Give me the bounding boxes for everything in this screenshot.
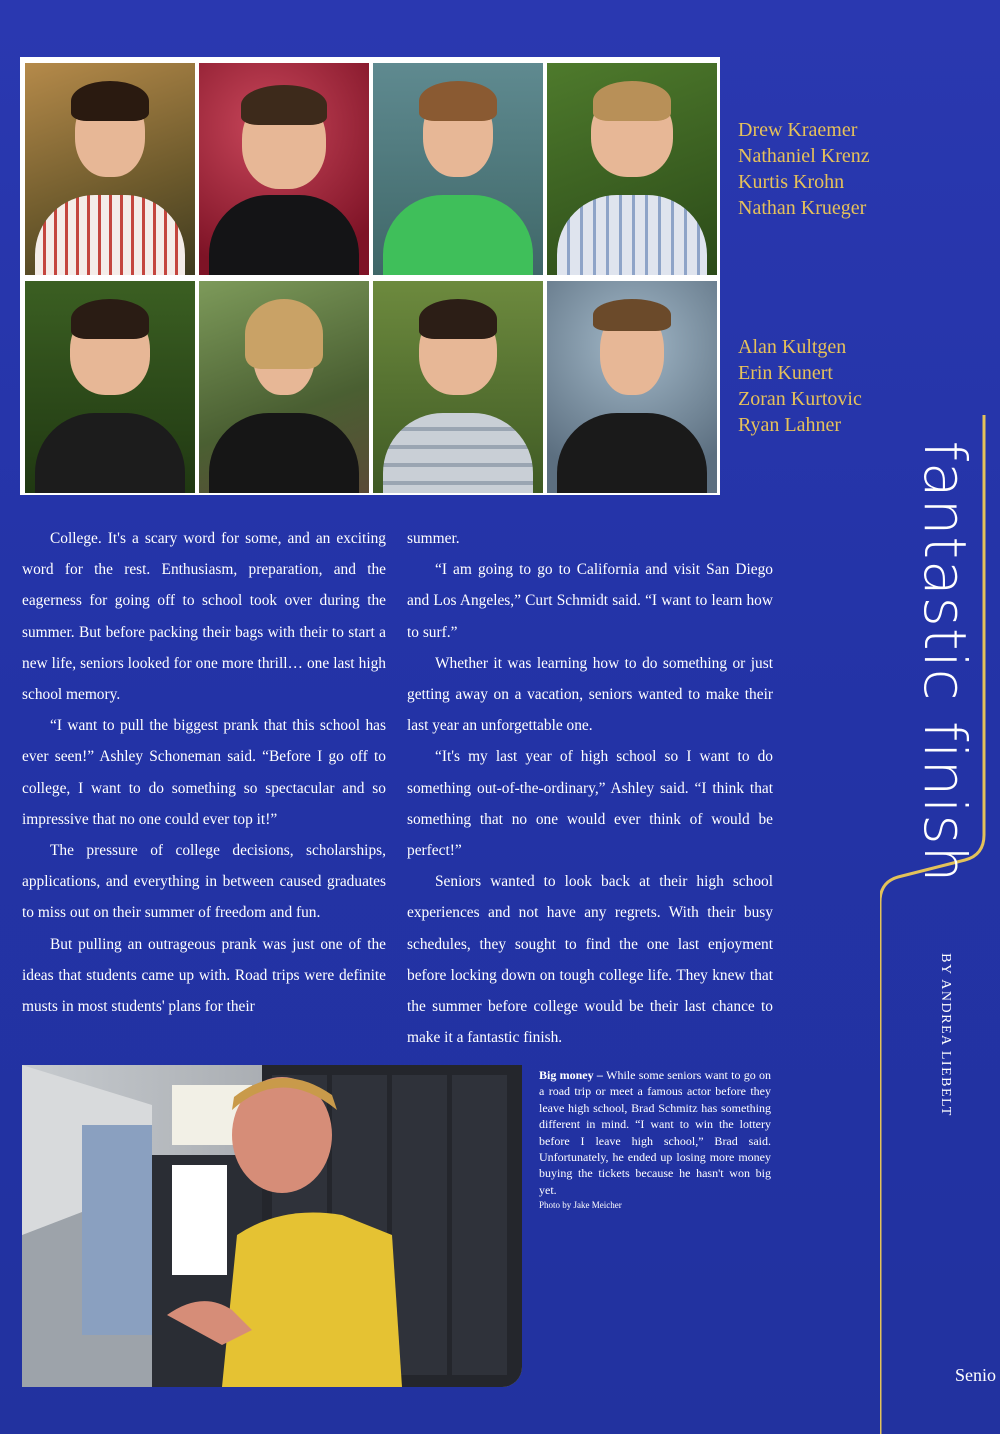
article-paragraph: Seniors wanted to look back at their high school experiences and not have any regrets. With their busy schedules, they sought to find the one last enjoyment before locking down on tough college life. They knew that the summer before college would be their last chance to make it a fantastic finish.	[407, 873, 773, 1047]
portrait-name: Drew Kraemer	[738, 119, 858, 141]
portrait-name: Kurtis Krohn	[738, 171, 845, 193]
photo-credit: Photo by Jake Meicher	[539, 1200, 622, 1211]
side-title	[905, 437, 985, 887]
portrait-erin-kunert	[199, 281, 369, 493]
portrait-name: Alan Kultgen	[738, 336, 847, 358]
portrait-kurtis-krohn	[373, 63, 543, 275]
portrait-grid	[20, 57, 720, 495]
caption-lead: Big money –	[539, 1068, 607, 1082]
byline-text: BY ANDREA LIEBELT	[938, 953, 953, 1117]
page-label: Senio	[955, 1365, 997, 1385]
portrait-name: Nathan Krueger	[738, 197, 867, 219]
article-paragraph: But pulling an outrageous prank was just one of the ideas that students came up with. Road trips were definite musts in most students' plans for their	[22, 935, 386, 1016]
article-paragraph: The pressure of college decisions, scholarships, applications, and everything in between caused graduates to miss out on their summer of freedom and fun.	[22, 842, 386, 922]
byline	[925, 955, 965, 1115]
feature-photo-illustration	[22, 1065, 522, 1387]
caption-body: While some seniors want to go on a road trip or meet a famous actor before they leave high school, Brad Schmitz has something different in mind. “I want to win the lottery before I leave high school,” Brad said. Unfortunately, he ended up losing more money buying the tickets because he hasn't won big yet.	[539, 1068, 771, 1197]
article-paragraph: “I am going to go to California and visit San Diego and Los Angeles,” Curt Schmidt said. “I want to learn how to surf.”	[407, 561, 773, 641]
portrait-alan-kultgen	[25, 281, 195, 493]
portrait-name: Nathaniel Krenz	[738, 145, 870, 167]
portrait-ryan-lahner	[547, 281, 717, 493]
portrait-name: Ryan Lahner	[738, 414, 842, 436]
article-paragraph: College. It's a scary word for some, and an exciting word for the rest. Enthusiasm, preparation, and the eagerness for going off to school took over during the summer. But before packing their bags with their to start a new life, seniors looked for one more thrill… one last high school memory.	[22, 530, 386, 704]
article-column-left	[22, 523, 386, 1022]
side-title-text: fantastic finish	[911, 440, 979, 884]
photo-caption	[539, 1067, 771, 1211]
article-paragraph: summer.	[407, 530, 460, 547]
portrait-drew-kraemer	[25, 63, 195, 275]
portrait-nathaniel-krenz	[199, 63, 369, 275]
portrait-name: Erin Kunert	[738, 362, 833, 384]
portrait-name: Zoran Kurtovic	[738, 388, 862, 410]
portrait-zoran-kurtovic	[373, 281, 543, 493]
article-paragraph: “It's my last year of high school so I want to do something out-of-the-ordinary,” Ashley said. “I think that something that no one would ever think of would be perfect!”	[407, 748, 773, 860]
feature-photo	[22, 1065, 522, 1387]
article-paragraph: Whether it was learning how to do something or just getting away on a vacation, seniors wanted to make their last year an unforgettable one.	[407, 654, 773, 735]
names-group-1	[738, 117, 918, 221]
article-paragraph: “I want to pull the biggest prank that this school has ever seen!” Ashley Schoneman said. “Before I go off to college, I want to do something so spectacular and so impressive that no one could ever top it!”	[22, 717, 386, 828]
portrait-nathan-krueger	[547, 63, 717, 275]
article-column-right	[407, 523, 773, 1053]
